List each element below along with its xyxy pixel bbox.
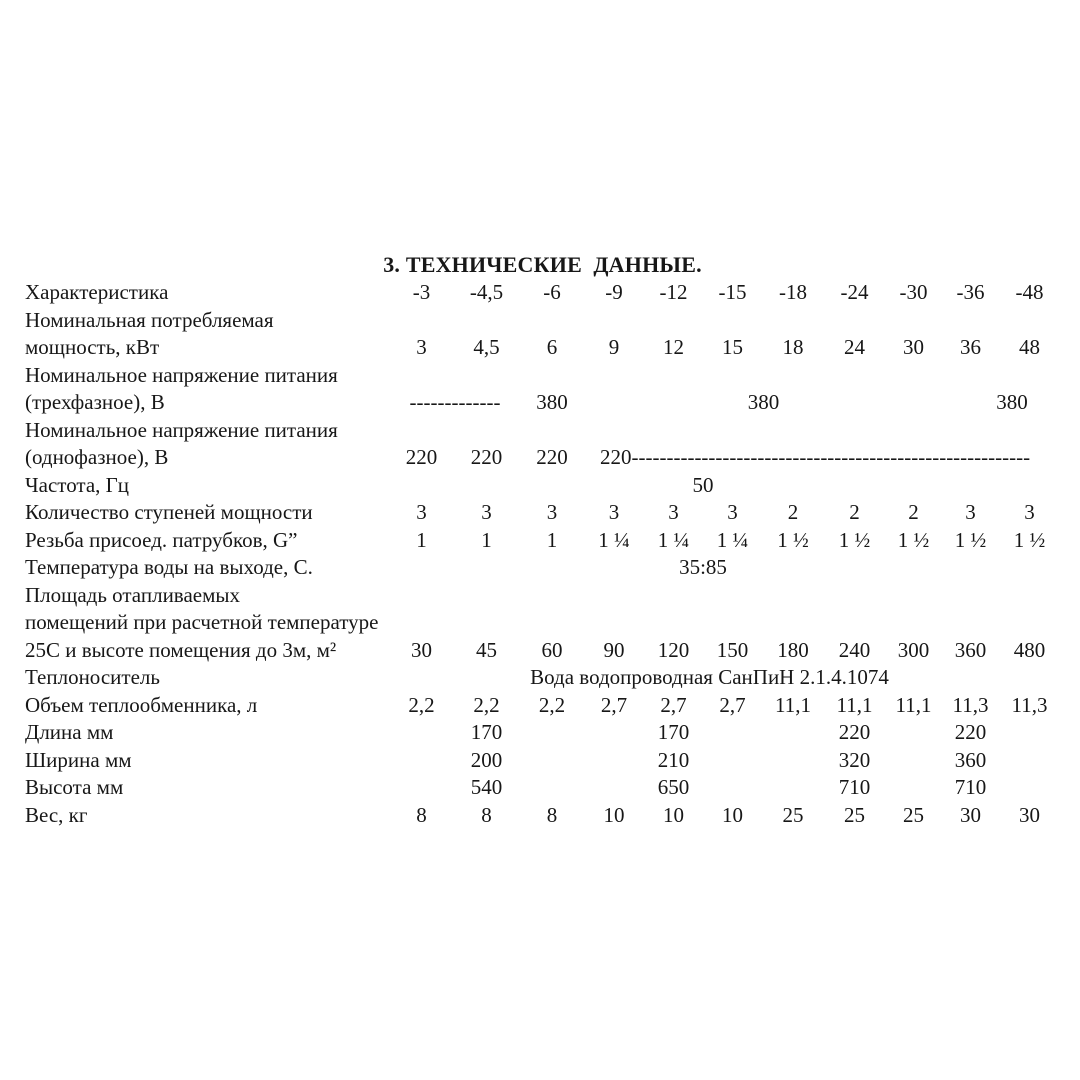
row-label: Номинальное напряжение питания [25, 362, 338, 387]
cell: -18 [779, 280, 807, 304]
cell: 150 [716, 637, 749, 662]
cell: 480 [1013, 637, 1046, 662]
row-label: Резьба присоед. патрубков, G” [25, 527, 298, 552]
cell: 8 [416, 802, 427, 827]
cell: 220 [405, 445, 438, 469]
row-label: Теплоноситель [25, 665, 160, 689]
cell: 220 [536, 445, 568, 469]
row-label: Объем теплообменника, л [25, 692, 258, 717]
row-label: Характеристика [25, 280, 169, 304]
row-voltage1 [25, 444, 1060, 472]
cell: 3 [608, 500, 620, 524]
cell: -24 [840, 280, 869, 304]
cell: 30 [411, 637, 432, 662]
cell: 3 [668, 500, 679, 524]
cell: 710 [954, 775, 987, 799]
cell: 15 [722, 335, 743, 359]
cell: 2 [849, 500, 860, 524]
cell: -9 [605, 280, 623, 304]
cell: 3 [416, 500, 427, 524]
row-label: Высота мм [25, 775, 124, 799]
cell: 90 [603, 637, 625, 662]
technical-data-table [25, 250, 1060, 829]
cell: 10 [722, 802, 743, 827]
cell: 2 [908, 500, 919, 524]
cell: -15 [718, 280, 747, 304]
row-thread [25, 527, 1060, 555]
row-volume [25, 692, 1060, 720]
cell: 45 [476, 637, 497, 662]
row-voltage3 [25, 389, 1060, 417]
cell: 30 [1019, 802, 1040, 827]
row-label: Номинальное напряжение питания [25, 417, 338, 442]
cell-dashes: ------------- [409, 390, 501, 414]
row-label: помещений при расчетной температуре [25, 610, 379, 634]
cell: 3 [546, 500, 558, 524]
cell: -30 [899, 280, 928, 304]
cell: 50 [692, 472, 714, 497]
cell: 380 [996, 390, 1028, 414]
cell: 35:85 [679, 555, 727, 579]
cell: 180 [777, 637, 809, 662]
cell: 2,7 [600, 692, 628, 717]
cell: 1 ¼ [657, 527, 690, 552]
row-label: (однофазное), В [25, 445, 169, 469]
cell: Вода водопроводная СанПиН 2.1.4.1074 [530, 665, 889, 689]
row-label: Температура воды на выходе, С. [25, 555, 313, 579]
row-frequency [25, 472, 1060, 500]
row-power [25, 334, 1060, 362]
cell: 18 [782, 335, 804, 359]
cell: 380 [747, 390, 780, 414]
cell: -6 [543, 280, 561, 304]
cell: 650 [657, 775, 690, 799]
cell: 2,2 [408, 692, 435, 717]
cell: 3 [1024, 500, 1035, 524]
cell: 11,3 [1011, 692, 1048, 717]
row-width [25, 747, 1060, 775]
cell: 2,7 [719, 692, 746, 717]
cell: 1 ½ [1013, 527, 1046, 552]
cell: 2,2 [473, 692, 500, 717]
cell: -36 [956, 280, 985, 304]
cell: 1 ½ [897, 527, 930, 552]
cell: 210 [657, 747, 690, 772]
cell: 2 [787, 500, 799, 524]
cell: 240 [838, 637, 871, 662]
cell: 540 [470, 775, 503, 799]
row-label: мощность, кВт [25, 335, 160, 359]
cell: 170 [657, 720, 690, 744]
cell: 25 [844, 802, 865, 827]
cell: -3 [412, 280, 431, 304]
cell: 11,1 [895, 692, 932, 717]
cell: 200 [470, 747, 503, 772]
row-area [25, 637, 1060, 665]
cell: 36 [960, 335, 981, 359]
cell: 320 [838, 747, 871, 772]
cell: 1 [416, 527, 427, 552]
cell: 3 [965, 500, 976, 524]
cell: 60 [541, 637, 563, 662]
cell: 10 [663, 802, 684, 827]
cell: 11,1 [775, 692, 811, 717]
cell: 6 [546, 335, 558, 359]
cell: 1 ½ [838, 527, 871, 552]
row-label: Количество ступеней мощности [25, 500, 313, 524]
cell: 11,3 [952, 692, 989, 717]
row-label: 25С и высоте помещения до 3м, м² [25, 637, 337, 662]
cell: 9 [608, 335, 620, 359]
row-area-line1 [25, 582, 1060, 610]
cell: 24 [844, 335, 865, 359]
cell: 1 ¼ [598, 527, 630, 552]
cell: 360 [954, 637, 987, 662]
cell: 4,5 [473, 335, 500, 359]
cell: 8 [481, 802, 492, 827]
cell: 1 [546, 527, 558, 552]
cell: 10 [603, 802, 625, 827]
cell: 3 [416, 335, 427, 359]
row-length [25, 719, 1060, 747]
cell: 1 ½ [954, 527, 987, 552]
cell: 11,1 [836, 692, 873, 717]
row-temperature [25, 554, 1060, 582]
row-label: Площадь отапливаемых [25, 582, 240, 607]
row-label: Номинальная потребляемая [25, 307, 274, 332]
cell-dashes: 220--------------------------------------------------------- [600, 445, 1031, 469]
cell: 300 [897, 637, 930, 662]
cell: 360 [954, 747, 987, 772]
cell: 710 [838, 775, 871, 799]
cell: 170 [470, 720, 503, 744]
cell: 120 [657, 637, 690, 662]
cell: 380 [536, 390, 568, 414]
row-height [25, 774, 1060, 802]
row-coolant [25, 664, 1060, 692]
cell: 25 [782, 802, 804, 827]
cell: 48 [1019, 335, 1040, 359]
row-label: Длина мм [25, 720, 114, 744]
row-characteristic [25, 279, 1060, 307]
cell: -12 [659, 280, 688, 304]
row-steps [25, 499, 1060, 527]
cell: 30 [903, 335, 924, 359]
row-label: (трехфазное), В [25, 390, 165, 414]
cell: 220 [470, 445, 503, 469]
cell: 3 [727, 500, 738, 524]
cell: 220 [954, 720, 987, 744]
cell: 30 [960, 802, 981, 827]
cell: 1 ¼ [716, 527, 749, 552]
row-voltage3-line1 [25, 362, 1060, 390]
cell: 8 [546, 802, 558, 827]
row-label: Частота, Гц [25, 472, 130, 497]
cell: 2,2 [538, 692, 566, 717]
section-title: 3. ТЕХНИЧЕСКИЕ ДАННЫЕ. [383, 252, 702, 277]
row-power-line1 [25, 307, 1060, 335]
row-voltage1-line1 [25, 417, 1060, 445]
cell: 25 [903, 802, 924, 827]
cell: -4,5 [469, 280, 504, 304]
cell: -48 [1015, 280, 1044, 304]
cell: 12 [663, 335, 684, 359]
row-weight [25, 802, 1060, 830]
row-area-line2 [25, 609, 1060, 637]
cell: 1 ½ [777, 527, 809, 552]
row-label: Вес, кг [25, 802, 88, 827]
cell: 2,7 [660, 692, 687, 717]
cell: 1 [481, 527, 492, 552]
cell: 3 [481, 500, 492, 524]
cell: 220 [838, 720, 871, 744]
row-label: Ширина мм [25, 747, 132, 772]
